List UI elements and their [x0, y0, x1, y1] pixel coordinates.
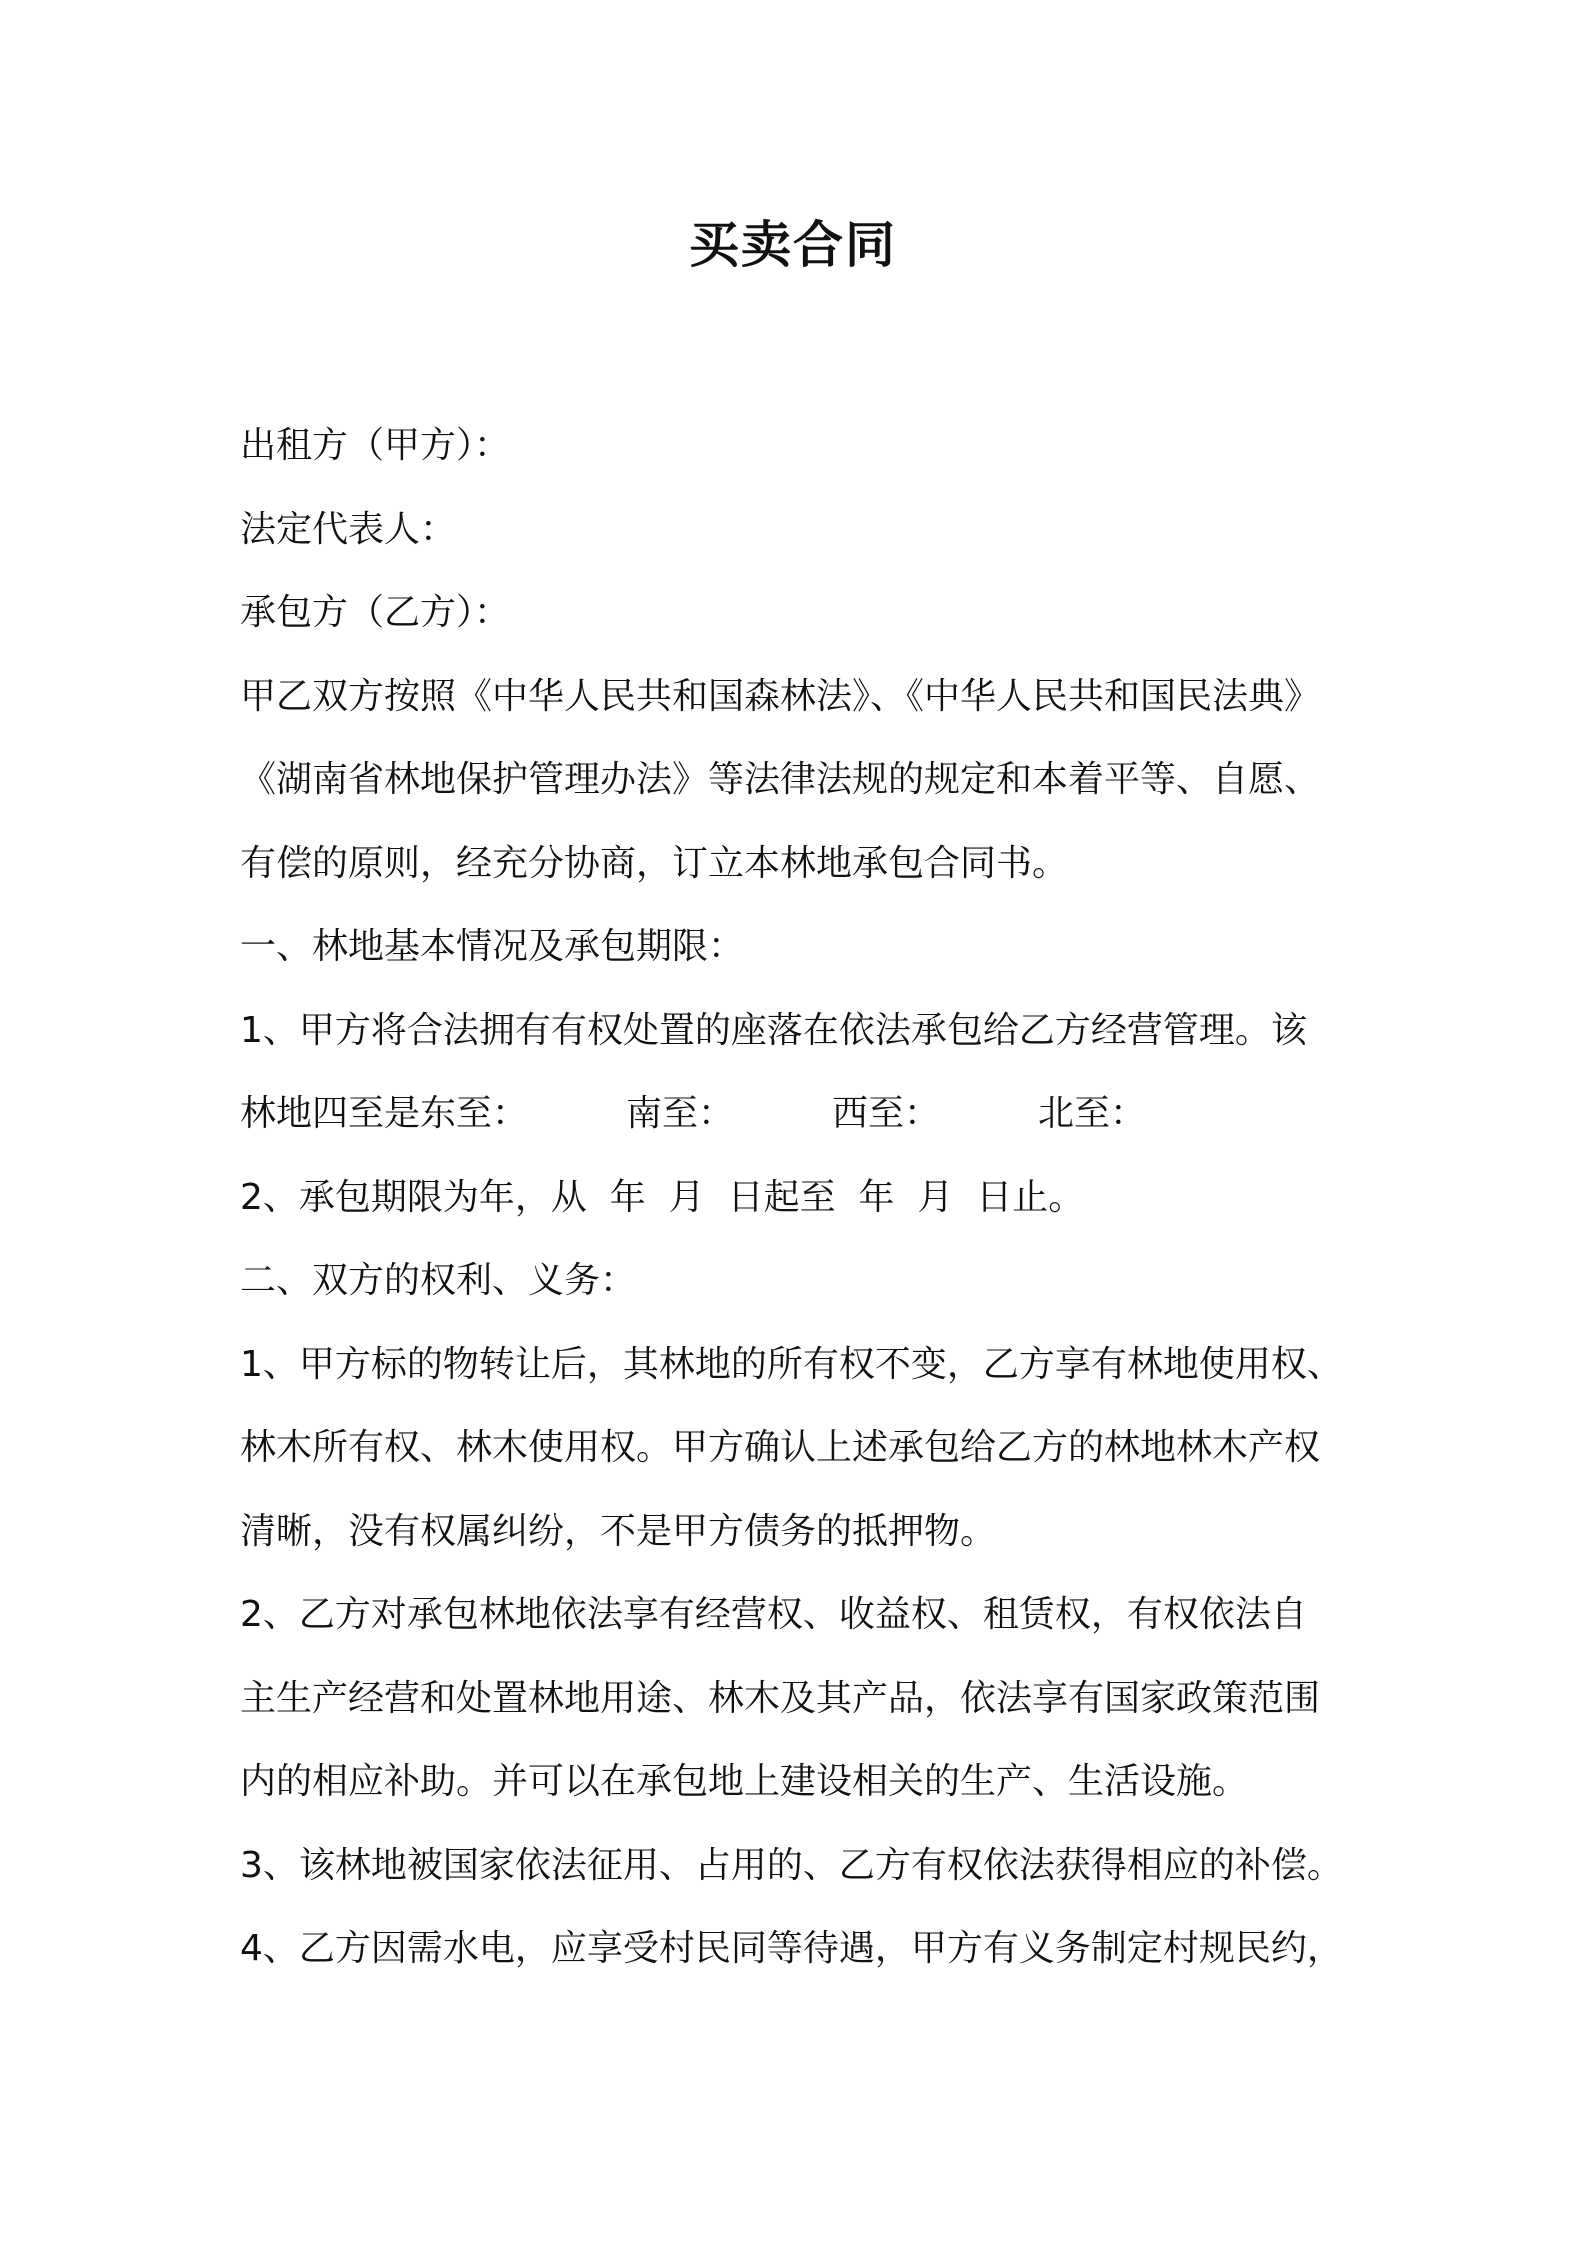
- boundary-east: 林地四至是东至：: [240, 1093, 529, 1134]
- term-line: 2、承包期限为年，从 年 月 日起至 年 月 日止。: [240, 1176, 1085, 1218]
- paragraph-line: 有偿的原则，经充分协商，订立本林地承包合同书。: [240, 842, 1069, 884]
- boundary-north: 北至：: [1038, 1093, 1147, 1134]
- clause-line: 1、甲方标的物转让后，其林地的所有权不变，乙方享有林地使用权、: [240, 1343, 1343, 1385]
- clause-line: 1、甲方将合法拥有有权处置的座落在依法承包给乙方经营管理。该: [240, 1009, 1307, 1051]
- document-body: [240, 404, 1380, 1991]
- document-title: 买卖合同: [689, 216, 897, 274]
- paragraph-line: 《湖南省林地保护管理办法》等法律法规的规定和本着平等、自愿、: [240, 759, 1321, 800]
- boundary-south: 南至：: [626, 1093, 735, 1134]
- boundaries-line: [240, 1072, 1380, 1156]
- section-heading-2: 二、双方的权利、义务：: [240, 1260, 637, 1301]
- paragraph-line: 甲乙双方按照《中华人民共和国森林法》、《中华人民共和国民法典》: [240, 675, 1321, 717]
- clause-line: 内的相应补助。并可以在承包地上建设相关的生产、生活设施。: [240, 1761, 1249, 1802]
- clause-line: 3、该林地被国家依法征用、占用的、乙方有权依法获得相应的补偿。: [240, 1844, 1343, 1886]
- contractor-line: 承包方（乙方）：: [240, 592, 511, 633]
- boundary-west: 西至：: [832, 1093, 941, 1134]
- legal-representative-line: 法定代表人：: [240, 508, 457, 550]
- lessor-line: 出租方（甲方）：: [240, 425, 511, 466]
- clause-line: 2、乙方对承包林地依法享有经营权、收益权、租赁权，有权依法自: [240, 1594, 1307, 1635]
- clause-line: 4、乙方因需水电，应享受村民同等待遇，甲方有义务制定村规民约，: [240, 1928, 1343, 1969]
- clause-line: 林木所有权、林木使用权。甲方确认上述承包给乙方的林地林木产权: [240, 1427, 1321, 1468]
- section-heading-1: 一、林地基本情况及承包期限：: [240, 926, 745, 967]
- clause-line: 主生产经营和处置林地用途、林木及其产品，依法享有国家政策范围: [240, 1677, 1321, 1719]
- clause-line: 清晰，没有权属纠纷，不是甲方债务的抵押物。: [240, 1510, 997, 1552]
